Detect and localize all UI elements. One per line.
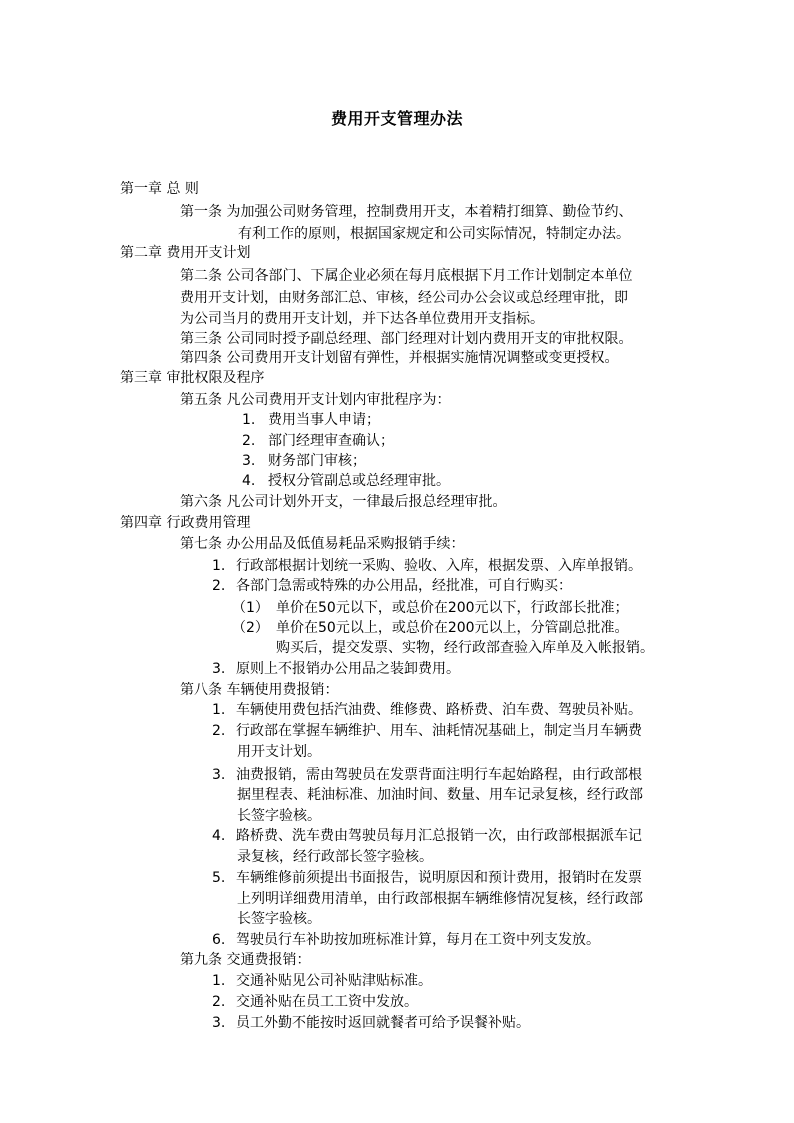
article-text: 第七条 办公用品及低值易耗品采购报销手续： [180,536,465,552]
article-text: 第三条 公司同时授予副总经理、部门经理对计划内费用开支的审批权限。 [180,331,633,347]
list-item: 3. 员工外勤不能按时返回就餐者可给予误餐补贴。 [212,1015,530,1031]
article-text: 第八条 车辆使用费报销： [180,682,339,698]
chapter-heading: 第三章 审批权限及程序 [120,370,265,386]
list-item: 2. 行政部在掌握车辆维护、用车、油耗情况基础上，制定当月车辆费 [212,723,642,739]
article-text: 第六条 凡公司计划外开支，一律最后报总经理审批。 [180,494,507,510]
list-item: 6. 驾驶员行车补助按加班标准计算，每月在工资中列支发放。 [212,932,600,948]
article-text: 第九条 交通费报销： [180,952,311,968]
article-text: 第一条 为加强公司财务管理，控制费用开支，本着精打细算、勤俭节约、 [180,204,633,220]
chapter-heading: 第四章 行政费用管理 [120,515,251,531]
article-text: 第四条 公司费用开支计划留有弹性，并根据实施情况调整或变更授权。 [180,350,619,366]
sub-list-item-continued: 购买后，提交发票、实物，经行政部查验入库单及入帐报销。 [276,640,654,656]
list-item: 1. 费用当事人申请； [242,412,380,428]
list-item: 1. 行政部根据计划统一采购、验收、入库，根据发票、入库单报销。 [212,558,642,574]
list-item: 3. 财务部门审核； [242,453,366,469]
chapter-heading: 第二章 费用开支计划 [120,245,251,261]
list-item: 3. 原则上不报销办公用品之装卸费用。 [212,661,460,677]
chapter-heading: 第一章 总 则 [120,181,199,197]
article-text: 有利工作的原则，根据国家规定和公司实际情况，特制定办法。 [238,226,630,242]
list-item: 1. 交通补贴见公司补贴津贴标准。 [212,973,432,989]
list-item: 3. 油费报销，需由驾驶员在发票背面注明行车起始路程，由行政部根 [212,767,642,783]
list-item-continued: 据里程表、耗油标准、加油时间、数量、用车记录复核，经行政部 [237,787,643,803]
article-text: 第五条 凡公司费用开支计划内审批程序为： [180,392,451,408]
list-item: 2. 交通补贴在员工工资中发放。 [212,994,418,1010]
list-item-continued: 录复核，经行政部长签字验核。 [237,849,433,865]
list-item-continued: 长签字验核。 [237,808,321,824]
list-item-continued: 长签字验核。 [237,911,321,927]
list-item-continued: 上列明详细费用清单，由行政部根据车辆维修情况复核，经行政部 [237,891,643,907]
article-text: 费用开支计划，由财务部汇总、审核，经公司办公会议或总经理审批，即 [180,290,628,306]
page-title: 费用开支管理办法 [330,109,463,128]
list-item-continued: 用开支计划。 [237,744,321,760]
list-item: 2. 部门经理审查确认； [242,433,394,449]
list-item: 1. 车辆使用费包括汽油费、维修费、路桥费、泊车费、驾驶员补贴。 [212,702,642,718]
list-item: 4. 路桥费、洗车费由驾驶员每月汇总报销一次，由行政部根据派车记 [212,828,642,844]
article-text: 为公司当月的费用开支计划，并下达各单位费用开支指标。 [180,311,544,327]
list-item: 5. 车辆维修前须提出书面报告，说明原因和预计费用，报销时在发票 [212,870,642,886]
sub-list-item: （1） 单价在50元以下，或总价在200元以下，行政部长批准； [232,600,629,616]
article-text: 第二条 公司各部门、下属企业必须在每月底根据下月工作计划制定本单位 [180,268,633,284]
sub-list-item: （2） 单价在50元以上，或总价在200元以上，分管副总批准。 [232,620,629,636]
list-item: 4. 授权分管副总或总经理审批。 [242,473,450,489]
list-item: 2. 各部门急需或特殊的办公用品，经批准，可自行购买： [212,578,572,594]
